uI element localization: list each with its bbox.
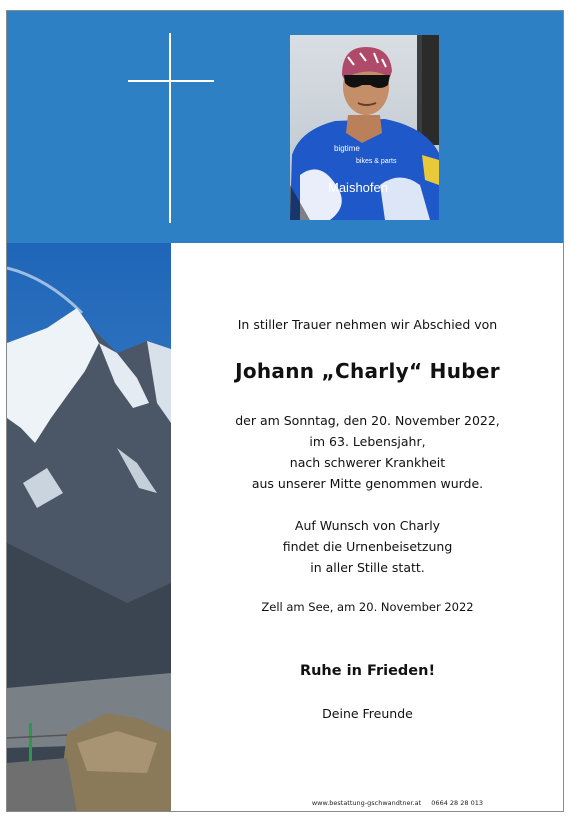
intro-text: In stiller Trauer nehmen wir Abschied von bbox=[237, 317, 498, 332]
header-band bbox=[7, 11, 563, 243]
mountain-photo bbox=[7, 243, 171, 812]
detail-line: nach schwerer Krankheit bbox=[289, 455, 446, 470]
jersey-sponsor-1: bigtime bbox=[334, 144, 360, 153]
detail-line: im 63. Lebensjahr, bbox=[309, 434, 426, 449]
detail-line: aus unserer Mitte genommen wurde. bbox=[251, 476, 484, 491]
footer bbox=[312, 799, 483, 807]
wish-line: in aller Stille statt. bbox=[310, 560, 425, 575]
obituary-text bbox=[171, 243, 564, 811]
signature: Deine Freunde bbox=[322, 706, 413, 721]
rest-in-peace: Ruhe in Frieden! bbox=[299, 663, 436, 679]
wish-line: Auf Wunsch von Charly bbox=[294, 518, 441, 533]
jersey-brand: Maishofen bbox=[328, 180, 388, 195]
place-date: Zell am See, am 20. November 2022 bbox=[261, 600, 474, 614]
jersey-sponsor-2: bikes & parts bbox=[356, 158, 397, 165]
obituary-card bbox=[6, 10, 564, 812]
cross-icon bbox=[169, 33, 171, 223]
wish-line: findet die Urnenbeisetzung bbox=[282, 539, 453, 554]
cross-icon-bar bbox=[128, 80, 214, 82]
deceased-name: Johann „Charly“ Huber bbox=[235, 359, 500, 383]
portrait-photo bbox=[290, 35, 439, 220]
detail-line: der am Sonntag, den 20. November 2022, bbox=[235, 413, 500, 428]
footer-phone: 0664 28 28 013 bbox=[431, 799, 483, 807]
footer-website[interactable]: www.bestattung-gschwandtner.at bbox=[311, 799, 422, 807]
